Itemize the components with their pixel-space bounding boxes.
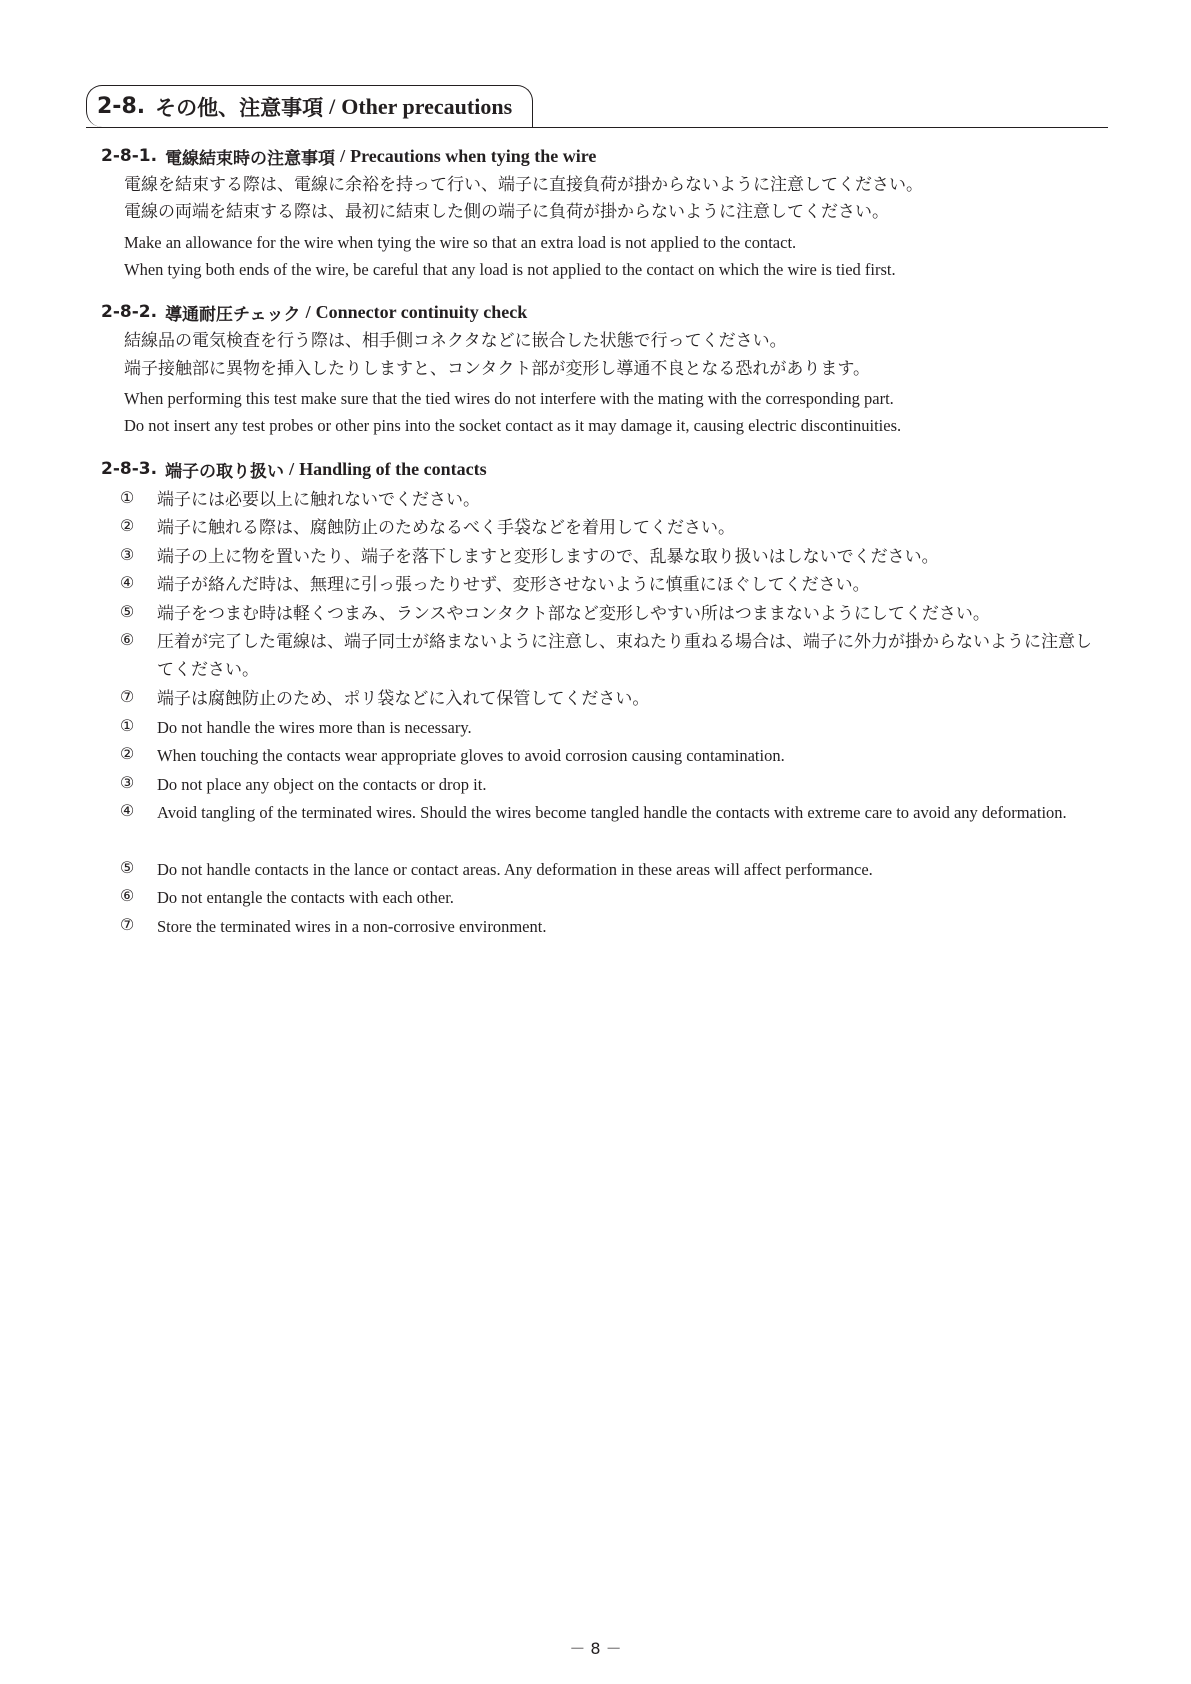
title-separator: / [305,301,311,322]
paragraph-jp: 電線の両端を結束する際は、最初に結束した側の端子に負荷が掛からないように注意してください。 [124,202,889,222]
title-separator: / [289,458,295,479]
item-number: ⑦ [119,687,135,706]
item-number: ② [119,516,135,535]
subsection-heading [101,300,527,324]
subsection-number: 2-8-1. [101,146,158,166]
section-title [86,85,533,127]
subsection-title-en: Precautions when tying the wire [350,145,597,166]
subsection-title-jp: 端子の取り扱い [165,461,285,482]
section-number: 2-8. [97,94,146,119]
item-text-en: When touching the contacts wear appropriate gloves to avoid corrosion causing contamination. [157,746,785,765]
item-number: ④ [119,801,135,820]
item-text-en: Do not place any object on the contacts or drop it. [157,775,487,794]
subsection-number: 2-8-2. [101,302,158,322]
section-title-jp: その他、注意事項 [155,95,324,120]
subsection-title-en: Handling of the contacts [299,458,487,479]
item-text-en: Avoid tangling of the terminated wires. Should the wires become tangled handle the contacts with extreme care to avoid any deformation. [157,803,1067,822]
item-number: ③ [119,545,135,564]
paragraph-en: Make an allowance for the wire when tying the wire so that an extra load is not applied to the contact. [124,233,797,252]
subsection-heading [101,144,596,168]
page-number: － 8 － [569,1639,622,1658]
item-text-jp: 端子には必要以上に触れないでください。 [157,490,480,510]
subsection-number: 2-8-3. [101,459,158,479]
subsection-title-jp: 電線結束時の注意事項 [165,148,336,169]
item-text-en: Do not handle contacts in the lance or contact areas. Any deformation in these areas will affect performance. [157,860,873,879]
item-number: ⑦ [119,915,135,934]
paragraph-en: When tying both ends of the wire, be careful that any load is not applied to the contact on which the wire is tied first. [124,260,896,279]
paragraph-jp: 結線品の電気検査を行う際は、相手側コネクタなどに嵌合した状態で行ってください。 [124,331,787,351]
item-text-jp: 端子は腐蝕防止のため、ポリ袋などに入れて保管してください。 [157,689,650,709]
item-text-jp: 端子の上に物を置いたり、端子を落下しますと変形しますので、乱暴な取り扱いはしないでください。 [157,547,939,567]
item-number: ⑤ [119,602,135,621]
item-number: ⑥ [119,630,135,649]
paragraph-jp: 端子接触部に異物を挿入したりしますと、コンタクト部が変形し導通不良となる恐れがあります。 [124,359,870,379]
item-text-en: Do not entangle the contacts with each other. [157,888,454,907]
paragraph-en: Do not insert any test probes or other pins into the socket contact as it may damage it, causing electric discontinuities. [124,416,902,435]
item-number: ② [119,744,135,763]
paragraph-jp: 電線を結束する際は、電線に余裕を持って行い、端子に直接負荷が掛からないように注意してください。 [124,175,923,195]
subsection-title-jp: 導通耐圧チェック [165,304,301,325]
item-number: ⑤ [119,858,135,877]
section-title-en: Other precautions [341,93,513,119]
item-number: ⑥ [119,886,135,905]
item-number: ③ [119,773,135,792]
item-text-en: Store the terminated wires in a non-corrosive environment. [157,917,547,936]
item-text-jp: 端子が絡んだ時は、無理に引っ張ったりせず、変形させないように慎重にほぐしてください。 [157,575,870,595]
item-text-en: Do not handle the wires more than is necessary. [157,718,472,737]
section-rule [86,127,1108,128]
item-number: ① [119,716,135,735]
item-number: ④ [119,573,135,592]
subsection-heading [101,457,487,481]
title-separator: / [340,145,346,166]
item-number: ① [119,488,135,507]
title-separator: / [329,93,336,119]
paragraph-en: When performing this test make sure that the tied wires do not interfere with the mating with the corresponding part. [124,389,894,408]
subsection-title-en: Connector continuity check [315,301,528,322]
item-text-jp: 圧着が完了した電線は、端子同士が絡まないように注意し、束ねたり重ねる場合は、端子に外力が掛からないように注意してください。 [157,632,1092,680]
item-text-jp: 端子をつまむ時は軽くつまみ、ランスやコンタクト部など変形しやすい所はつままないようにしてください。 [157,604,990,624]
item-text-jp: 端子に触れる際は、腐蝕防止のためなるべく手袋などを着用してください。 [157,518,735,538]
